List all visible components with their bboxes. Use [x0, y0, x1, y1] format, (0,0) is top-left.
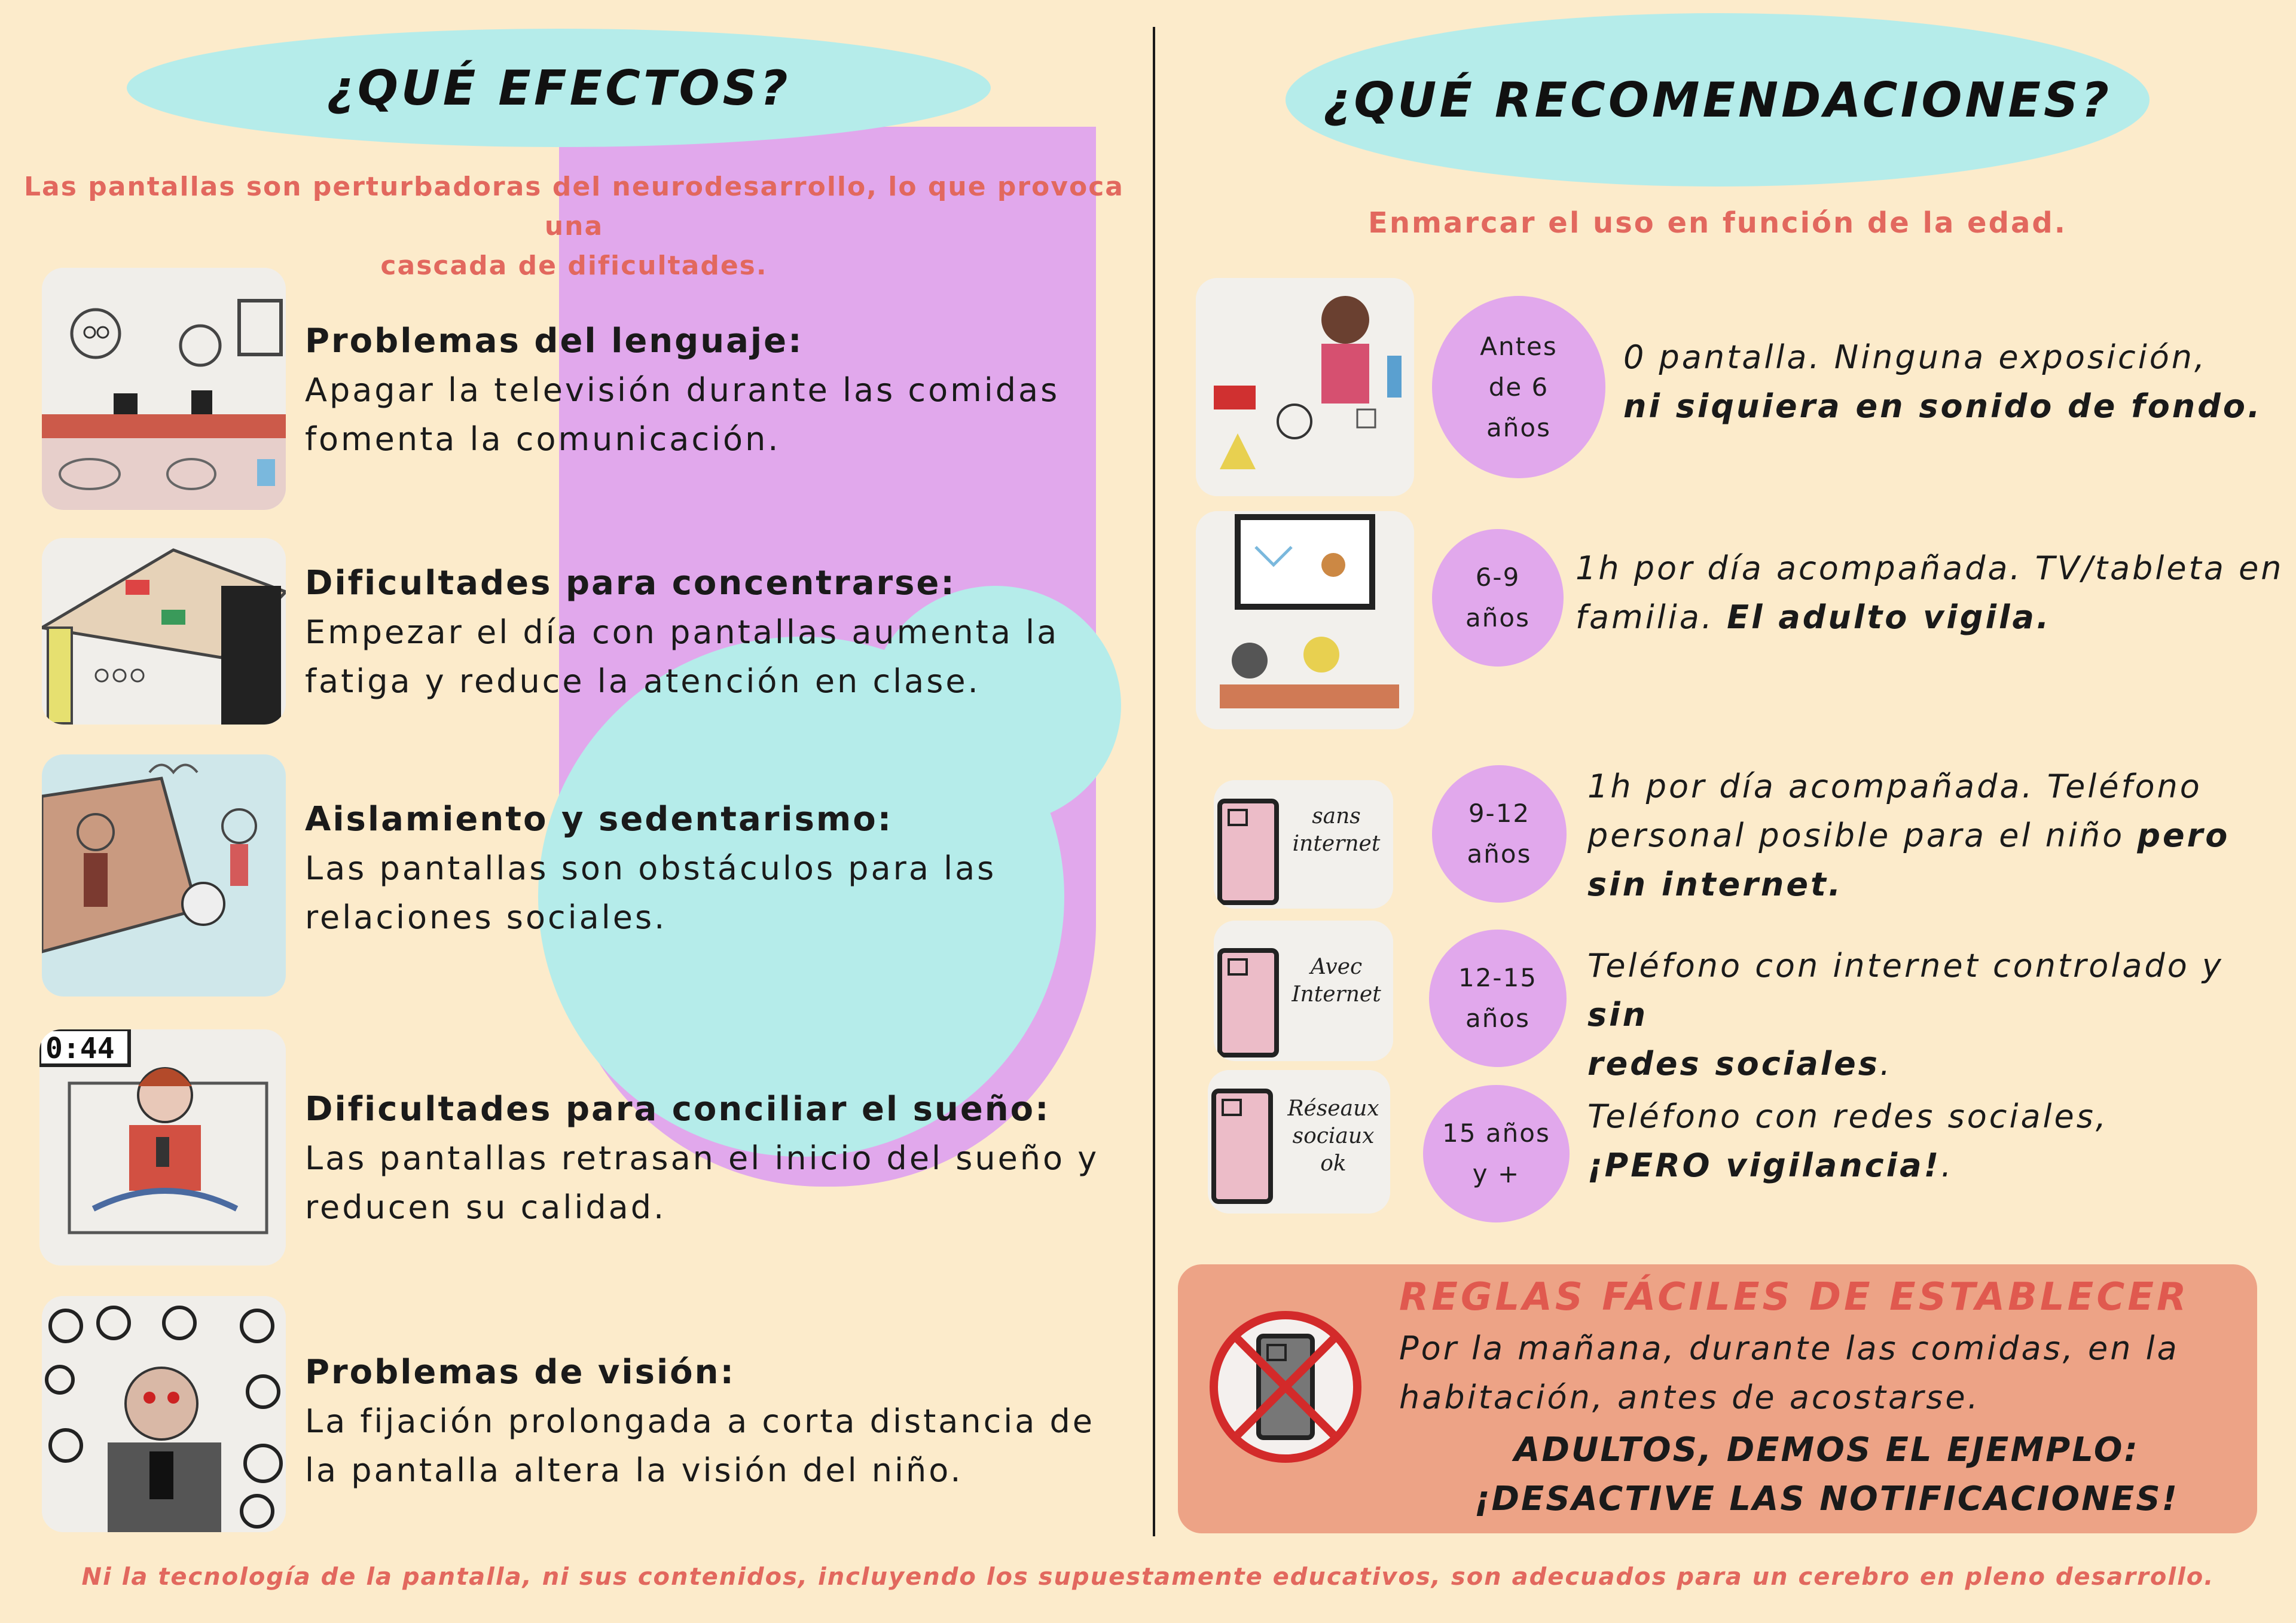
concentration-drawing — [42, 538, 286, 725]
rules-line: habitación, antes de acostarse. — [1399, 1379, 1980, 1416]
phone-social-drawing — [1208, 1070, 1390, 1214]
phone-label-line: Avec — [1310, 955, 1363, 979]
effect-item-vision — [305, 1348, 1142, 1495]
phone-internet-drawing — [1214, 921, 1393, 1061]
phone-label — [1277, 1095, 1390, 1178]
age-circle-6-9 — [1432, 529, 1564, 667]
phone-label-line: sociaux — [1292, 1124, 1375, 1148]
effect-text: Apagar la televisión durante las comidas — [305, 371, 1060, 409]
phone-no-internet-drawing — [1214, 780, 1393, 909]
effect-text: relaciones sociales. — [305, 898, 667, 936]
left-title: ¿QUÉ EFECTOS? — [326, 60, 791, 116]
rec-line: 1h por día acompañada. TV/tableta en — [1576, 549, 2284, 587]
rec-15-plus — [1587, 1092, 2281, 1190]
rec-line: . — [1941, 1147, 1954, 1184]
left-title-pill — [127, 29, 991, 147]
age-circle-15-plus — [1423, 1085, 1570, 1222]
rules-callout-line: ADULTOS, DEMOS EL EJEMPLO: — [1514, 1431, 2139, 1469]
rec-12-15 — [1587, 942, 2293, 1089]
effect-title: Dificultades para concentrarse: — [305, 564, 956, 603]
effect-text: reducen su calidad. — [305, 1188, 667, 1226]
rec-line: Teléfono con internet controlado y — [1587, 947, 2224, 985]
rec-emphasis: redes sociales — [1587, 1045, 1880, 1083]
clock-display: 0:44 — [45, 1032, 115, 1065]
age-label: años — [1467, 839, 1532, 869]
effect-title: Problemas de visión: — [305, 1353, 735, 1392]
effect-text: Empezar el día con pantallas aumenta la — [305, 613, 1060, 651]
effect-item-isolation — [305, 795, 1142, 942]
effect-text: La fijación prolongada a corta distancia de — [305, 1402, 1095, 1440]
rec-emphasis: ¡PERO vigilancia! — [1587, 1147, 1941, 1184]
age-label: 12-15 — [1458, 963, 1538, 992]
age-circle-under-6 — [1432, 296, 1605, 478]
rec-emphasis: sin — [1587, 996, 1648, 1034]
age-label: 9-12 — [1468, 799, 1531, 828]
rec-emphasis: ni siquiera en sonido de fondo. — [1623, 387, 2263, 425]
age-label: 6-9 — [1475, 563, 1521, 592]
rec-under-6 — [1623, 333, 2281, 431]
rec-emphasis: pero — [2137, 817, 2230, 854]
rules-line: Por la mañana, durante las comidas, en la — [1399, 1329, 2179, 1367]
baby-toys-drawing — [1196, 278, 1414, 496]
rules-title: REGLAS FÁCILES DE ESTABLECER — [1399, 1275, 2190, 1319]
phone-label-line: Réseaux — [1287, 1096, 1379, 1121]
effect-item-language — [305, 317, 1142, 464]
rules-box — [1178, 1264, 2257, 1533]
age-label: de 6 — [1488, 372, 1549, 402]
age-label: 15 años — [1442, 1118, 1550, 1148]
left-intro-line1: Las pantallas son perturbadoras del neurodesarrollo, lo que provoca una — [24, 172, 1124, 242]
age-label: Antes — [1480, 331, 1558, 361]
rec-line: Teléfono con redes sociales, — [1587, 1098, 2109, 1135]
rec-line: personal posible para el niño — [1587, 817, 2138, 854]
no-phone-icon — [1208, 1309, 1363, 1465]
isolation-drawing — [42, 754, 286, 997]
phone-label — [1280, 953, 1393, 1008]
rules-text — [1399, 1324, 2248, 1422]
age-label: años — [1486, 412, 1551, 442]
vision-drawing — [42, 1296, 286, 1532]
effect-text: fomenta la comunicación. — [305, 420, 781, 458]
left-intro-line2: cascada de dificultades. — [380, 250, 768, 281]
effect-text: la pantalla altera la visión del niño. — [305, 1451, 963, 1489]
rec-line: 0 pantalla. Ninguna exposición, — [1623, 338, 2208, 376]
age-label: y + — [1472, 1159, 1521, 1188]
age-label: años — [1465, 1004, 1530, 1033]
effect-item-sleep — [305, 1085, 1142, 1232]
right-subtitle: Enmarcar el uso en función de la edad. — [1368, 206, 2067, 240]
phone-label-line: ok — [1320, 1151, 1347, 1176]
rec-emphasis: El adulto vigila. — [1727, 598, 2051, 636]
rec-line: 1h por día acompañada. Teléfono — [1587, 768, 2202, 805]
effect-title: Dificultades para conciliar el sueño: — [305, 1090, 1051, 1129]
phone-label-line: internet — [1292, 832, 1381, 856]
rec-emphasis: sin internet. — [1587, 866, 1843, 903]
footer-note: Ni la tecnología de la pantalla, ni sus contenidos, incluyendo los supuestamente educativos, son adecuados para un cerebro en pleno desarrollo. — [81, 1563, 2215, 1591]
right-title: ¿QUÉ RECOMENDACIONES? — [1323, 72, 2112, 128]
phone-label — [1280, 803, 1393, 858]
age-circle-9-12 — [1432, 765, 1567, 903]
rec-9-12 — [1587, 762, 2281, 909]
column-divider — [1153, 27, 1155, 1536]
sleep-drawing — [39, 1029, 286, 1266]
rec-6-9 — [1576, 544, 2287, 642]
rec-line: . — [1879, 1045, 1893, 1083]
age-label: años — [1465, 603, 1530, 632]
phone-label-line: Internet — [1292, 982, 1381, 1007]
family-tv-drawing — [1196, 511, 1414, 729]
rules-callout — [1417, 1426, 2236, 1524]
rules-callout-line: ¡DESACTIVE LAS NOTIFICACIONES! — [1474, 1480, 2179, 1518]
rec-line: familia. — [1576, 598, 1727, 636]
effect-item-concentration — [305, 559, 1142, 706]
right-title-pill — [1286, 13, 2150, 187]
effect-title: Aislamiento y sedentarismo: — [305, 800, 893, 839]
phone-label-line: sans — [1312, 804, 1361, 829]
effect-title: Problemas del lenguaje: — [305, 322, 804, 360]
effect-text: Las pantallas son obstáculos para las — [305, 849, 997, 887]
effect-text: Las pantallas retrasan el inicio del sueño y — [305, 1139, 1100, 1177]
effect-text: fatiga y reduce la atención en clase. — [305, 662, 981, 700]
language-drawing — [42, 268, 286, 510]
age-circle-12-15 — [1429, 930, 1567, 1067]
